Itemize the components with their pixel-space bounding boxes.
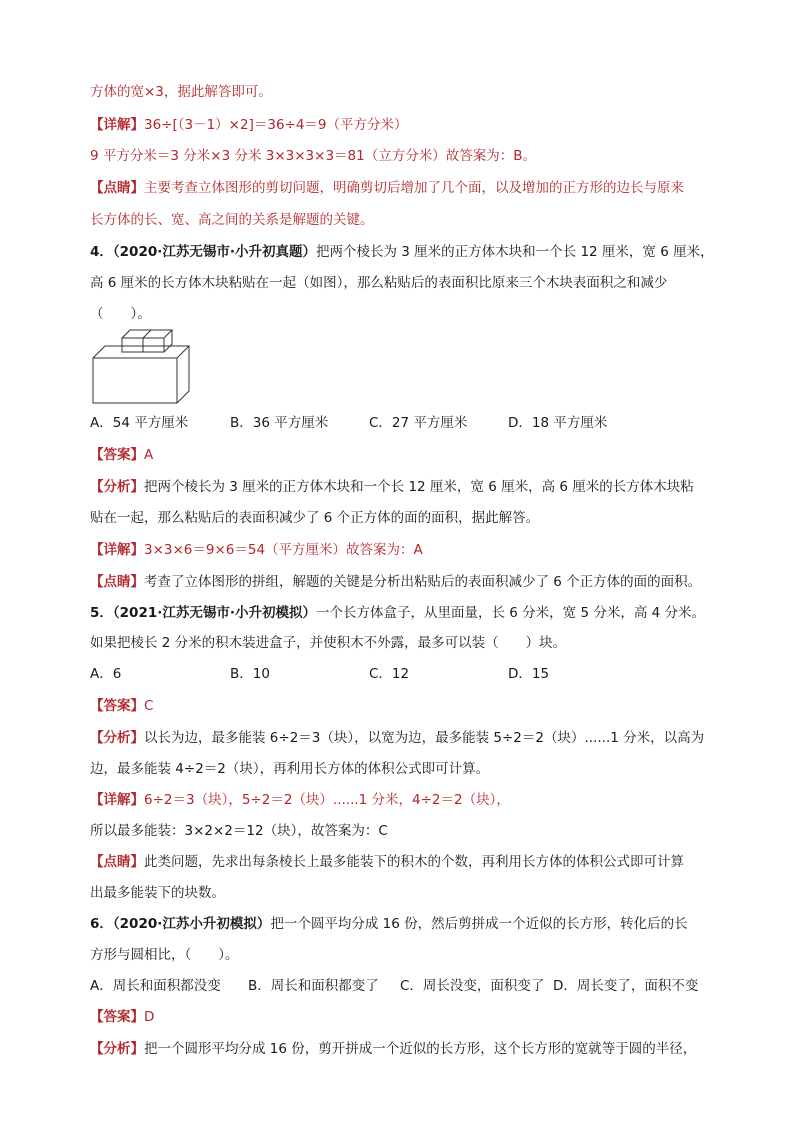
q5-stem-line1: 5．（2021·江苏无锡市·小升初模拟）一个长方体盒子，从里面量，长 6 分米，宽 5 分米，高 4 分米。 bbox=[90, 605, 706, 621]
q5-answer: 【答案】C bbox=[90, 698, 154, 714]
point-tag: 【点睛】 bbox=[90, 180, 144, 196]
q4-option-d: D．18 平方厘米 bbox=[508, 415, 608, 431]
q6-option-c: C．周长没变，面积变了 bbox=[400, 978, 545, 994]
cube2-front bbox=[143, 338, 164, 352]
q4-analysis-line2: 贴在一起，那么粘贴后的表面积减少了 6 个正方体的面的面积，据此解答。 bbox=[90, 510, 540, 526]
prev-detail: 【详解】36÷[（3－1）×2]＝36÷4＝9（平方分米） bbox=[90, 117, 408, 133]
q6-option-b: B．周长和面积都变了 bbox=[248, 978, 379, 994]
q5-detail-line2: 所以最多能装：3×2×2＝12（块），故答案为：C bbox=[90, 823, 388, 839]
q4-stem-line1: 4．（2020·江苏无锡市·小升初真题）把两个棱长为 3 厘米的正方体木块和一个长 12 厘米，宽 6 厘米， bbox=[90, 244, 714, 260]
prev-calc: 9 平方分米＝3 分米×3 分米 3×3×3×3＝81（立方分米）故答案为：B。 bbox=[90, 148, 536, 164]
q4-option-c: C．27 平方厘米 bbox=[369, 415, 468, 431]
q6-source: （2020·江苏小升初模拟） bbox=[112, 916, 271, 932]
q5-analysis-line1: 【分析】以长为边，最多能装 6÷2＝3（块），以宽为边，最多能装 5÷2＝2（块）......1 分米，以高为 bbox=[90, 730, 705, 746]
q4-answer: 【答案】A bbox=[90, 447, 154, 463]
prev-point-line1: 【点睛】主要考查立体图形的剪切问题，明确剪切后增加了几个面，以及增加的正方形的边长与原来 bbox=[90, 180, 684, 196]
q5-point-line2: 出最多能装下的块数。 bbox=[90, 885, 225, 901]
prev-point-line2: 长方体的长、宽、高之间的关系是解题的关键。 bbox=[90, 212, 374, 228]
q5-point-line1: 【点睛】此类问题，先求出每条棱长上最多能装下的积木的个数，再利用长方体的体积公式即可计算 bbox=[90, 854, 684, 870]
q6-analysis-line1: 【分析】把一个圆形平均分成 16 份，剪开拼成一个近似的长方形，这个长方形的宽就等于圆的半径， bbox=[90, 1041, 697, 1057]
q5-option-d: D．15 bbox=[508, 666, 550, 682]
q4-analysis-line1: 【分析】把两个棱长为 3 厘米的正方体木块和一个长 12 厘米，宽 6 厘米，高 6 厘米的长方体木块粘 bbox=[90, 479, 694, 495]
q5-analysis-line2: 边，最多能装 4÷2＝2（块），再利用长方体的体积公式即可计算。 bbox=[90, 761, 490, 777]
q6-option-d: D．周长变了，面积不变 bbox=[553, 978, 699, 994]
q5-detail: 【详解】6÷2＝3（块），5÷2＝2（块）......1 分米，4÷2＝2（块）， bbox=[90, 792, 510, 808]
q5-option-c: C．12 bbox=[369, 666, 410, 682]
q4-stem-line3: （ ）。 bbox=[90, 306, 151, 322]
q5-number: 5． bbox=[90, 605, 113, 621]
cuboid-right-face bbox=[177, 346, 189, 403]
q5-option-b: B．10 bbox=[230, 666, 270, 682]
q6-stem-line1: 6．（2020·江苏小升初模拟）把一个圆平均分成 16 份，然后剪拼成一个近似的长方形，转化后的长 bbox=[90, 916, 688, 932]
q4-option-b: B．36 平方厘米 bbox=[230, 415, 329, 431]
detail-tag: 【详解】 bbox=[90, 117, 144, 133]
q4-figure bbox=[92, 326, 192, 408]
q6-option-a: A．周长和面积都没变 bbox=[90, 978, 221, 994]
q4-source: （2020·江苏无锡市·小升初真题） bbox=[112, 244, 316, 260]
q4-option-a: A．54 平方厘米 bbox=[90, 415, 189, 431]
q4-number: 4． bbox=[90, 244, 113, 260]
q6-stem-line2: 方形与圆相比，（ ）。 bbox=[90, 947, 239, 963]
q5-source: （2021·江苏无锡市·小升初模拟） bbox=[112, 605, 316, 621]
q6-answer: 【答案】D bbox=[90, 1009, 155, 1025]
q5-option-a: A．6 bbox=[90, 666, 122, 682]
q6-number: 6． bbox=[90, 916, 113, 932]
cuboid-front-face bbox=[93, 358, 177, 403]
cube1-front bbox=[122, 338, 143, 352]
prev-analysis-tail: 方体的宽×3，据此解答即可。 bbox=[90, 84, 272, 100]
q4-detail: 【详解】3×3×6＝9×6＝54（平方厘米）故答案为：A bbox=[90, 542, 423, 558]
q5-stem-line2: 如果把棱长 2 分米的积木装进盒子，并使积木不外露，最多可以装（ ）块。 bbox=[90, 635, 567, 651]
q4-point: 【点睛】考查了立体图形的拼组，解题的关键是分析出粘贴后的表面积减少了 6 个正方体的面的面积。 bbox=[90, 574, 702, 590]
q4-stem-line2: 高 6 厘米的长方体木块粘贴在一起（如图），那么粘贴后的表面积比原来三个木块表面积之和减少 bbox=[90, 275, 668, 291]
